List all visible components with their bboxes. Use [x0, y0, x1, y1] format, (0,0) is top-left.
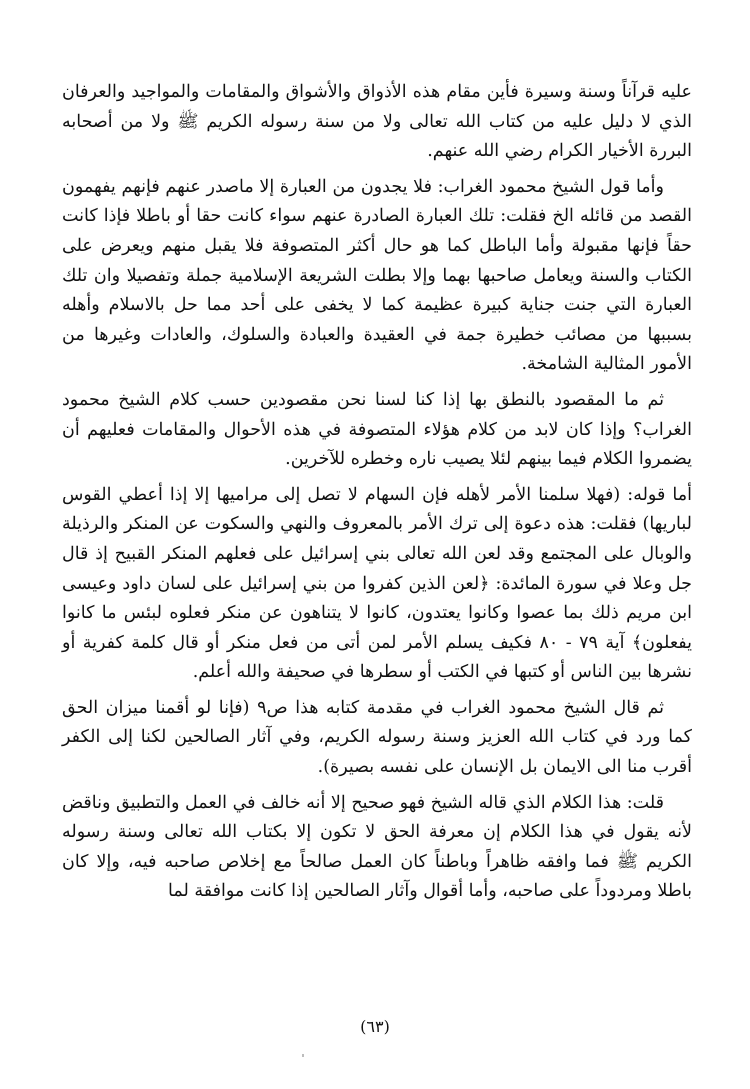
scan-speck — [302, 1054, 304, 1057]
paragraph-3: ثم ما المقصود بالنطق بها إذا كنا لسنا نحن مقصودين حسب كلام الشيخ محمود الغراب؟ وإذا كان لابد من كلام هؤلاء المتصوفة في هذه الأحوال والمقامات فعليهم أن يضمروا الكلام فيما بينهم لئلا يصيب ناره وخطره للآخرين. — [62, 389, 692, 470]
paragraph-1: عليه قرآناً وسنة وسيرة فأين مقام هذه الأذواق والأشواق والمقامات والمواجيد والعرفان الذي لا دليل عليه من كتاب الله تعالى ولا من سنة رسوله الكريم ﷺ ولا من أصحابه البررة الأخيار الكرام رضي الله عنهم. — [62, 82, 692, 162]
page-body — [62, 78, 692, 913]
paragraph-5: ثم قال الشيخ محمود الغراب في مقدمة كتابه هذا ص٩ (فإنا لو أقمنا ميزان الحق كما ورد في كتاب الله العزيز وسنة رسوله الكريم، وفي آثار الصالحين لكنا إلى الكفر أقرب منا الى الايمان بل الإنسان على نفسه بصيرة). — [62, 697, 692, 778]
paragraph-6: قلت: هذا الكلام الذي قاله الشيخ فهو صحيح إلا أنه خالف في العمل والتطبيق وناقض لأنه يقول في هذا الكلام إن معرفة الحق لا تكون إلا بكتاب الله تعالى وسنة رسوله الكريم ﷺ فما وافقه ظاهراً وباطناً كان العمل صالحاً مع إخلاص صاحبه فيه، وإلا كان باطلا ومردوداً على صاحبه، وأما أقوال وآثار الصالحين إذا كانت موافقة لما — [61, 792, 692, 902]
paragraph-4: أما قوله: (فهلا سلمنا الأمر لأهله فإن السهام لا تصل إلى مراميها إلا إذا أعطي القوس لباريها) فقلت: هذه دعوة إلى ترك الأمر بالمعروف والنهي والسكوت عن المنكر والرذيلة والوبال على المجتمع وقد لعن الله تعالى بني إسرائيل على فعلهم المنكر القبيح إذ قال جل وعلا في سورة المائدة: ﴿لعن الذين كفروا من بني إسرائيل على لسان داود وعيسى ابن مريم ذلك بما عصوا وكانوا يعتدون، كانوا لا يتناهون عن منكر فعلوه لبئس ما كانوا يفعلون﴾ آية ٧٩ - ٨٠ فكيف يسلم الأمر لمن أتى من فعل منكر أو قال كلمة كفرية أو نشرها بين الناس أو كتبها في الكتب أو سطرها في صحيفة والله أعلم. — [62, 484, 692, 683]
page-number: (٦٣) — [360, 1017, 390, 1036]
paragraph-2: وأما قول الشيخ محمود الغراب: فلا يجدون من العبارة إلا ماصدر عنهم فإنهم يفهمون القصد من قائله الخ فقلت: تلك العبارة الصادرة عنهم سواء كانت حقا أو باطلا فإذا كانت حقاً فإنها مقبولة وأما الباطل كما هو حال أكثر المتصوفة فلا يقبل منهم ويعرض على الكتاب والسنة ويعامل صاحبها بهما وإلا بطلت الشريعة الإسلامية جملة وتفصيلا وان تلك العبارة التي جنت جناية كبيرة عظيمة كما لا يخفى على أحد مما حل بالاسلام وأهله بسببها من مصائب خطيرة جمة في العقيدة والعبادة والسلوك، والعادات وغيرها من الأمور المثالية الشامخة. — [62, 176, 692, 375]
